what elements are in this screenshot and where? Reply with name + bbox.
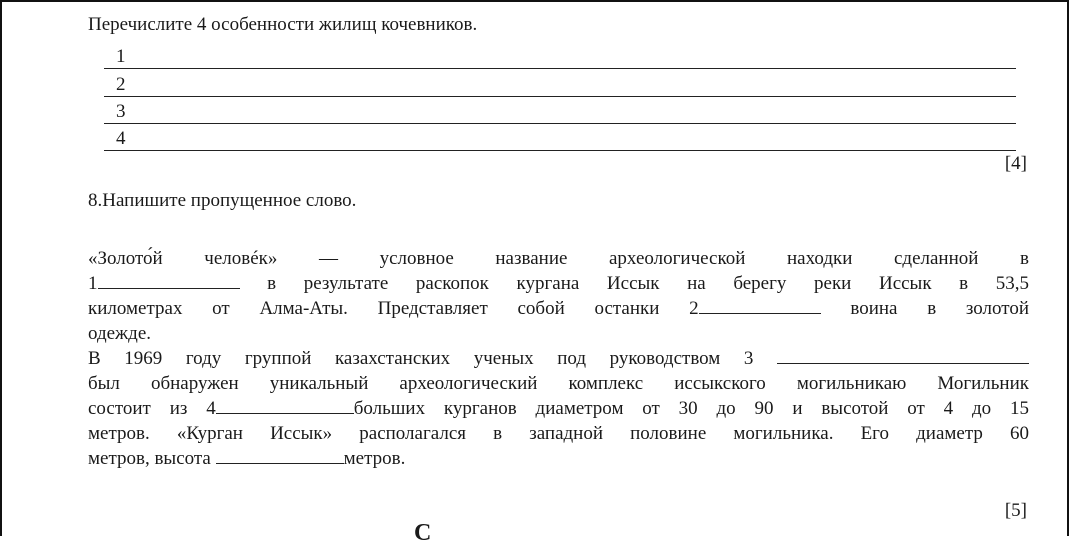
text-line-7 [88, 396, 1029, 421]
fill-in-blank-2[interactable] [699, 296, 821, 314]
question-7-prompt: Перечислите 4 особенности жилищ кочевников. [88, 14, 478, 35]
text-line-9 [88, 446, 1029, 471]
text-segment: В 1969 году группой казахстанских ученых под руководством 3 [88, 348, 777, 369]
page-top-border [0, 0, 1069, 2]
next-section-heading: С [414, 520, 433, 546]
text-segment: метров. «Курган Иссык» располагался в западной половине могильника. Его диаметр 60 [88, 423, 1029, 444]
question-8-text [88, 246, 1029, 471]
answer-line-3[interactable] [104, 97, 1016, 124]
page-left-border [0, 0, 2, 536]
text-segment: километрах от Алма-Аты. Представляет собой останки 2 [88, 298, 699, 319]
text-segment: состоит из 4 [88, 398, 216, 419]
answer-line-4[interactable] [104, 124, 1016, 151]
text-segment: воина в золотой [820, 298, 1029, 319]
text-segment: был обнаружен уникальный археологический комплекс иссыкского могильникаю Могильник [88, 373, 1029, 394]
text-line-6 [88, 371, 1029, 396]
text-line-1 [88, 246, 1029, 271]
question-8-score: [5] [1004, 500, 1027, 521]
answer-line-1[interactable] [104, 42, 1016, 69]
fill-in-blank-3[interactable] [777, 346, 1029, 364]
question-7-score: [4] [1004, 153, 1027, 174]
text-line-5 [88, 346, 1029, 371]
blank-number: 1 [88, 273, 98, 294]
answer-line-2[interactable] [104, 70, 1016, 97]
text-segment: метров. [343, 448, 406, 469]
fill-in-blank-5[interactable] [216, 446, 344, 464]
text-segment: больших курганов диаметром от 30 до 90 и высотой от 4 до 15 [353, 398, 1029, 419]
text-line-3 [88, 296, 1029, 321]
question-8-prompt: 8.Напишите пропущенное слово. [88, 190, 357, 211]
answer-number: 1 [116, 46, 126, 67]
text-line-8 [88, 421, 1029, 446]
answer-number: 4 [116, 128, 126, 149]
text-line-2 [88, 271, 1029, 296]
text-segment: метров, высота [88, 448, 216, 469]
text-segment: одежде. [88, 323, 152, 344]
text-line-4 [88, 321, 1029, 346]
fill-in-blank-4[interactable] [216, 396, 354, 414]
answer-number: 2 [116, 74, 126, 95]
answer-number: 3 [116, 101, 126, 122]
fill-in-blank-1[interactable] [98, 271, 240, 289]
text-segment: «Золото́й человéк» — условное название археологической находки сделанной в [88, 248, 1029, 269]
text-segment: в результате раскопок кургана Иссык на берегу реки Иссык в 53,5 [239, 273, 1029, 294]
